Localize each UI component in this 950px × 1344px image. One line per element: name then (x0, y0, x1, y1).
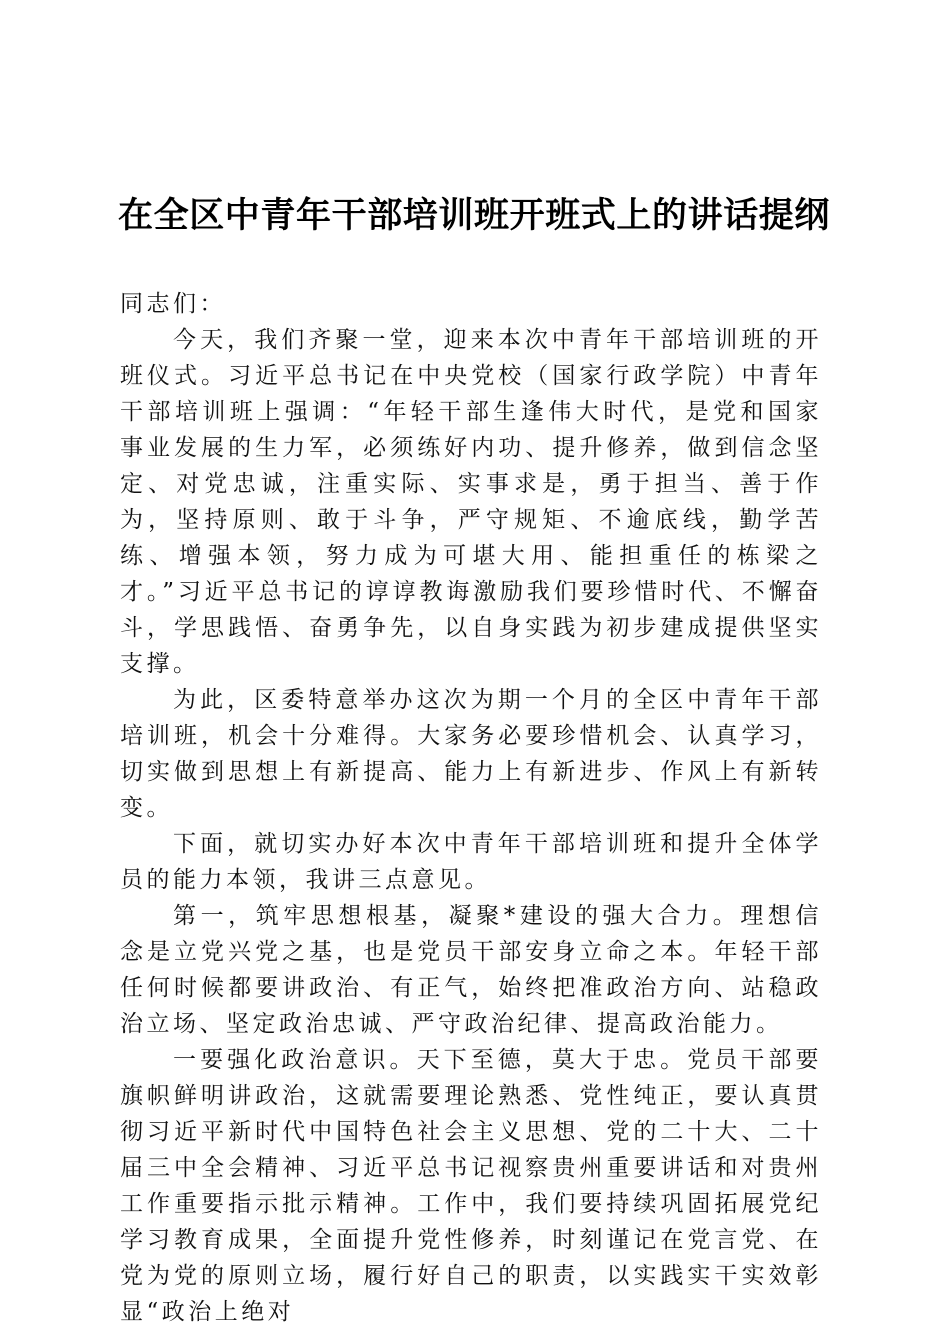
paragraph: 下面，就切实办好本次中青年干部培训班和提升全体学员的能力本领，我讲三点意见。 (120, 831, 822, 893)
paragraph: 第一，筑牢思想根基，凝聚*建设的强大合力。理想信念是立党兴党之基，也是党员干部安身立命之本。年轻干部任何时候都要讲政治、有正气，始终把准政治方向、站稳政治立场、坚定政治忠诚、严守政治纪律、提高政治能力。 (120, 903, 822, 1037)
document-body (120, 286, 822, 1330)
paragraph: 一要强化政治意识。天下至德，莫大于忠。党员干部要旗帜鲜明讲政治，这就需要理论熟悉、党性纯正，要认真贯彻习近平新时代中国特色社会主义思想、党的二十大、二十届三中全会精神、习近平总书记视察贵州重要讲话和对贵州工作重要指示批示精神。工作中，我们要持续巩固拓展党纪学习教育成果，全面提升党性修养，时刻谨记在党言党、在党为党的原则立场，履行好自己的职责，以实践实干实效彰显“政治上绝对 (120, 1047, 822, 1325)
salutation: 同志们： (120, 291, 226, 317)
paragraph: 为此，区委特意举办这次为期一个月的全区中青年干部培训班，机会十分难得。大家务必要珍惜机会、认真学习，切实做到思想上有新提高、能力上有新进步、作风上有新转变。 (120, 687, 822, 821)
paragraph: 今天，我们齐聚一堂，迎来本次中青年干部培训班的开班仪式。习近平总书记在中央党校（国家行政学院）中青年干部培训班上强调：“年轻干部生逢伟大时代，是党和国家事业发展的生力军，必须练好内功、提升修养，做到信念坚定、对党忠诚，注重实际、实事求是，勇于担当、善于作为，坚持原则、敢于斗争，严守规矩、不逾底线，勤学苦练、增强本领，努力成为可堪大用、能担重任的栋梁之才。”习近平总书记的谆谆教诲激励我们要珍惜时代、不懈奋斗，学思践悟、奋勇争先，以自身实践为初步建成提供坚实支撑。 (120, 327, 822, 677)
document-title: 在全区中青年干部培训班开班式上的讲话提纲 (118, 195, 831, 236)
